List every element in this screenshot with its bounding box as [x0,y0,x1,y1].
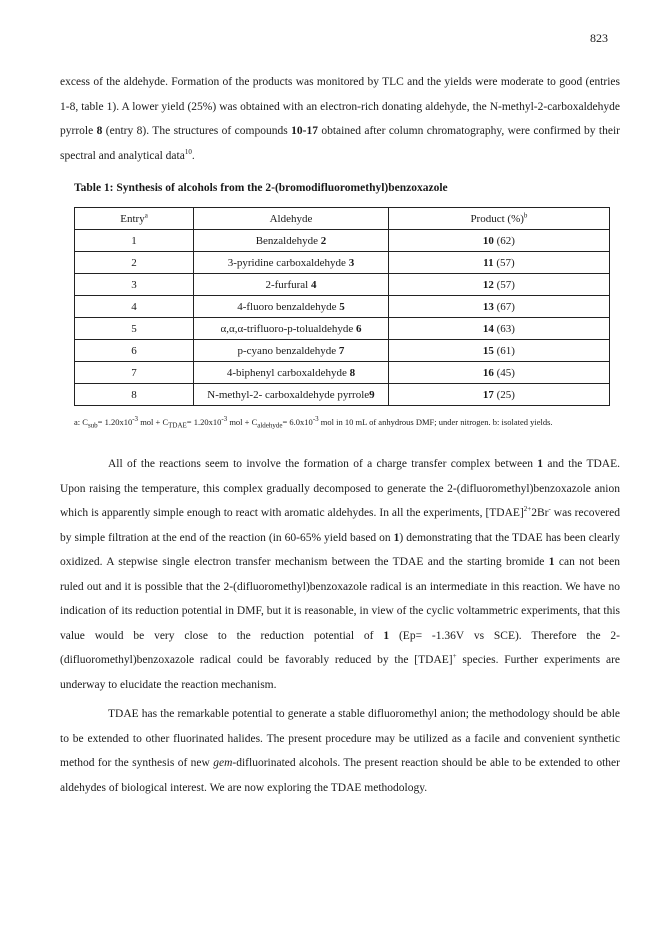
table-footnote: a: $C_{sub}= 1.20x10^{-3}$ mol + $C_{TDAE}= 1.20x10^{-3}$ mol + $C_{aldehyde}= 6.0x10^{-3}$ mol in 10 mL of anhydrous DMF; under nitrogen. b: isolated yields. [74,415,553,430]
table-row [75,230,610,252]
aldehyde-cell: N-methyl-2- carboxaldehyde pyrrole9 [194,384,389,406]
results-table [74,207,610,406]
entry-cell: 2 [75,252,194,274]
table-row [75,252,610,274]
entry-cell: 1 [75,230,194,252]
conclusion-paragraph: TDAE has the remarkable potential to generate a stable difluoromethyl anion; the methodology should be able to be extended to other fluorinated halides. The present procedure may be utilized as a facile and convenient synthetic method for the synthesis of new gem-difluorinated alcohols. The present reaction should be able to be extended to other aldehydes of biological interest. We are now exploring the TDAE methodology. [60,708,620,794]
header-product: Product (%)$^b$ [388,208,609,230]
intro-paragraph: excess of the aldehyde. Formation of the products was monitored by TLC and the yields were moderate to good (entries 1-8, table 1). A lower yield (25%) was obtained with an electron-rich donating aldehyde, the N-methyl-2-carboxaldehyde pyrrole 8 (entry 8). The structures of compounds 10-17 obtained after column chromatography, were confirmed by their spectral and analytical data$^{10}$. [60,76,621,162]
table-row [75,362,610,384]
aldehyde-cell: Benzaldehyde 2 [194,230,389,252]
entry-cell: 4 [75,296,194,318]
table-header-row [75,208,610,230]
table-row [75,274,610,296]
product-cell: 15 (61) [388,340,609,362]
page-number: 823 [590,31,608,45]
entry-cell: 7 [75,362,194,384]
aldehyde-cell: 4-biphenyl carboxaldehyde 8 [194,362,389,384]
header-entry: Entry$^a$ [75,208,194,230]
product-cell: 11 (57) [388,252,609,274]
table-row [75,296,610,318]
product-cell: 14 (63) [388,318,609,340]
aldehyde-cell: α,α,α-trifluoro-p-tolualdehyde 6 [194,318,389,340]
product-cell: 16 (45) [388,362,609,384]
product-cell: 13 (67) [388,296,609,318]
header-aldehyde: Aldehyde [194,208,389,230]
table-row [75,340,610,362]
entry-cell: 8 [75,384,194,406]
product-cell: 12 (57) [388,274,609,296]
table-row [75,384,610,406]
aldehyde-cell: p-cyano benzaldehyde 7 [194,340,389,362]
entry-cell: 6 [75,340,194,362]
table-row [75,318,610,340]
aldehyde-cell: 2-furfural 4 [194,274,389,296]
aldehyde-cell: 4-fluoro benzaldehyde 5 [194,296,389,318]
entry-cell: 5 [75,318,194,340]
table-caption: Table 1: Synthesis of alcohols from the 2-(bromodifluoromethyl)benzoxazole [74,182,448,194]
discussion-paragraph: All of the reactions seem to involve the formation of a charge transfer complex between 1 and the TDAE. Upon raising the temperature, this complex gradually decomposed to generate the 2-(difluoromethyl)benzoxazole anion which is apparently simple enough to react with aromatic aldehydes. In all the experiments, [TDAE]$^{2+}$2Br- was recovered by simple filtration at the end of the reaction (in 60-65% yield based on 1) demonstrating that the TDAE has been clearly oxidized. A stepwise single electron transfer mechanism between the TDAE and the starting bromide 1 can not been ruled out and it is possible that the 2-(difluoromethyl)benzoxazole radical is an intermediate in this reaction. We have no indication of its reduction potential in DMF, but it is reasonable, in view of the cyclic voltammetric experiments, that this value would be very close to the reduction potential of 1 (Ep= -1.36V vs SCE). Therefore the 2-(difluoromethyl)benzoxazole radical could be favorably reduced by the [TDAE]+ species. Further experiments are underway to elucidate the reaction mechanism. [60,458,621,691]
entry-cell: 3 [75,274,194,296]
product-cell: 17 (25) [388,384,609,406]
product-cell: 10 (62) [388,230,609,252]
aldehyde-cell: 3-pyridine carboxaldehyde 3 [194,252,389,274]
